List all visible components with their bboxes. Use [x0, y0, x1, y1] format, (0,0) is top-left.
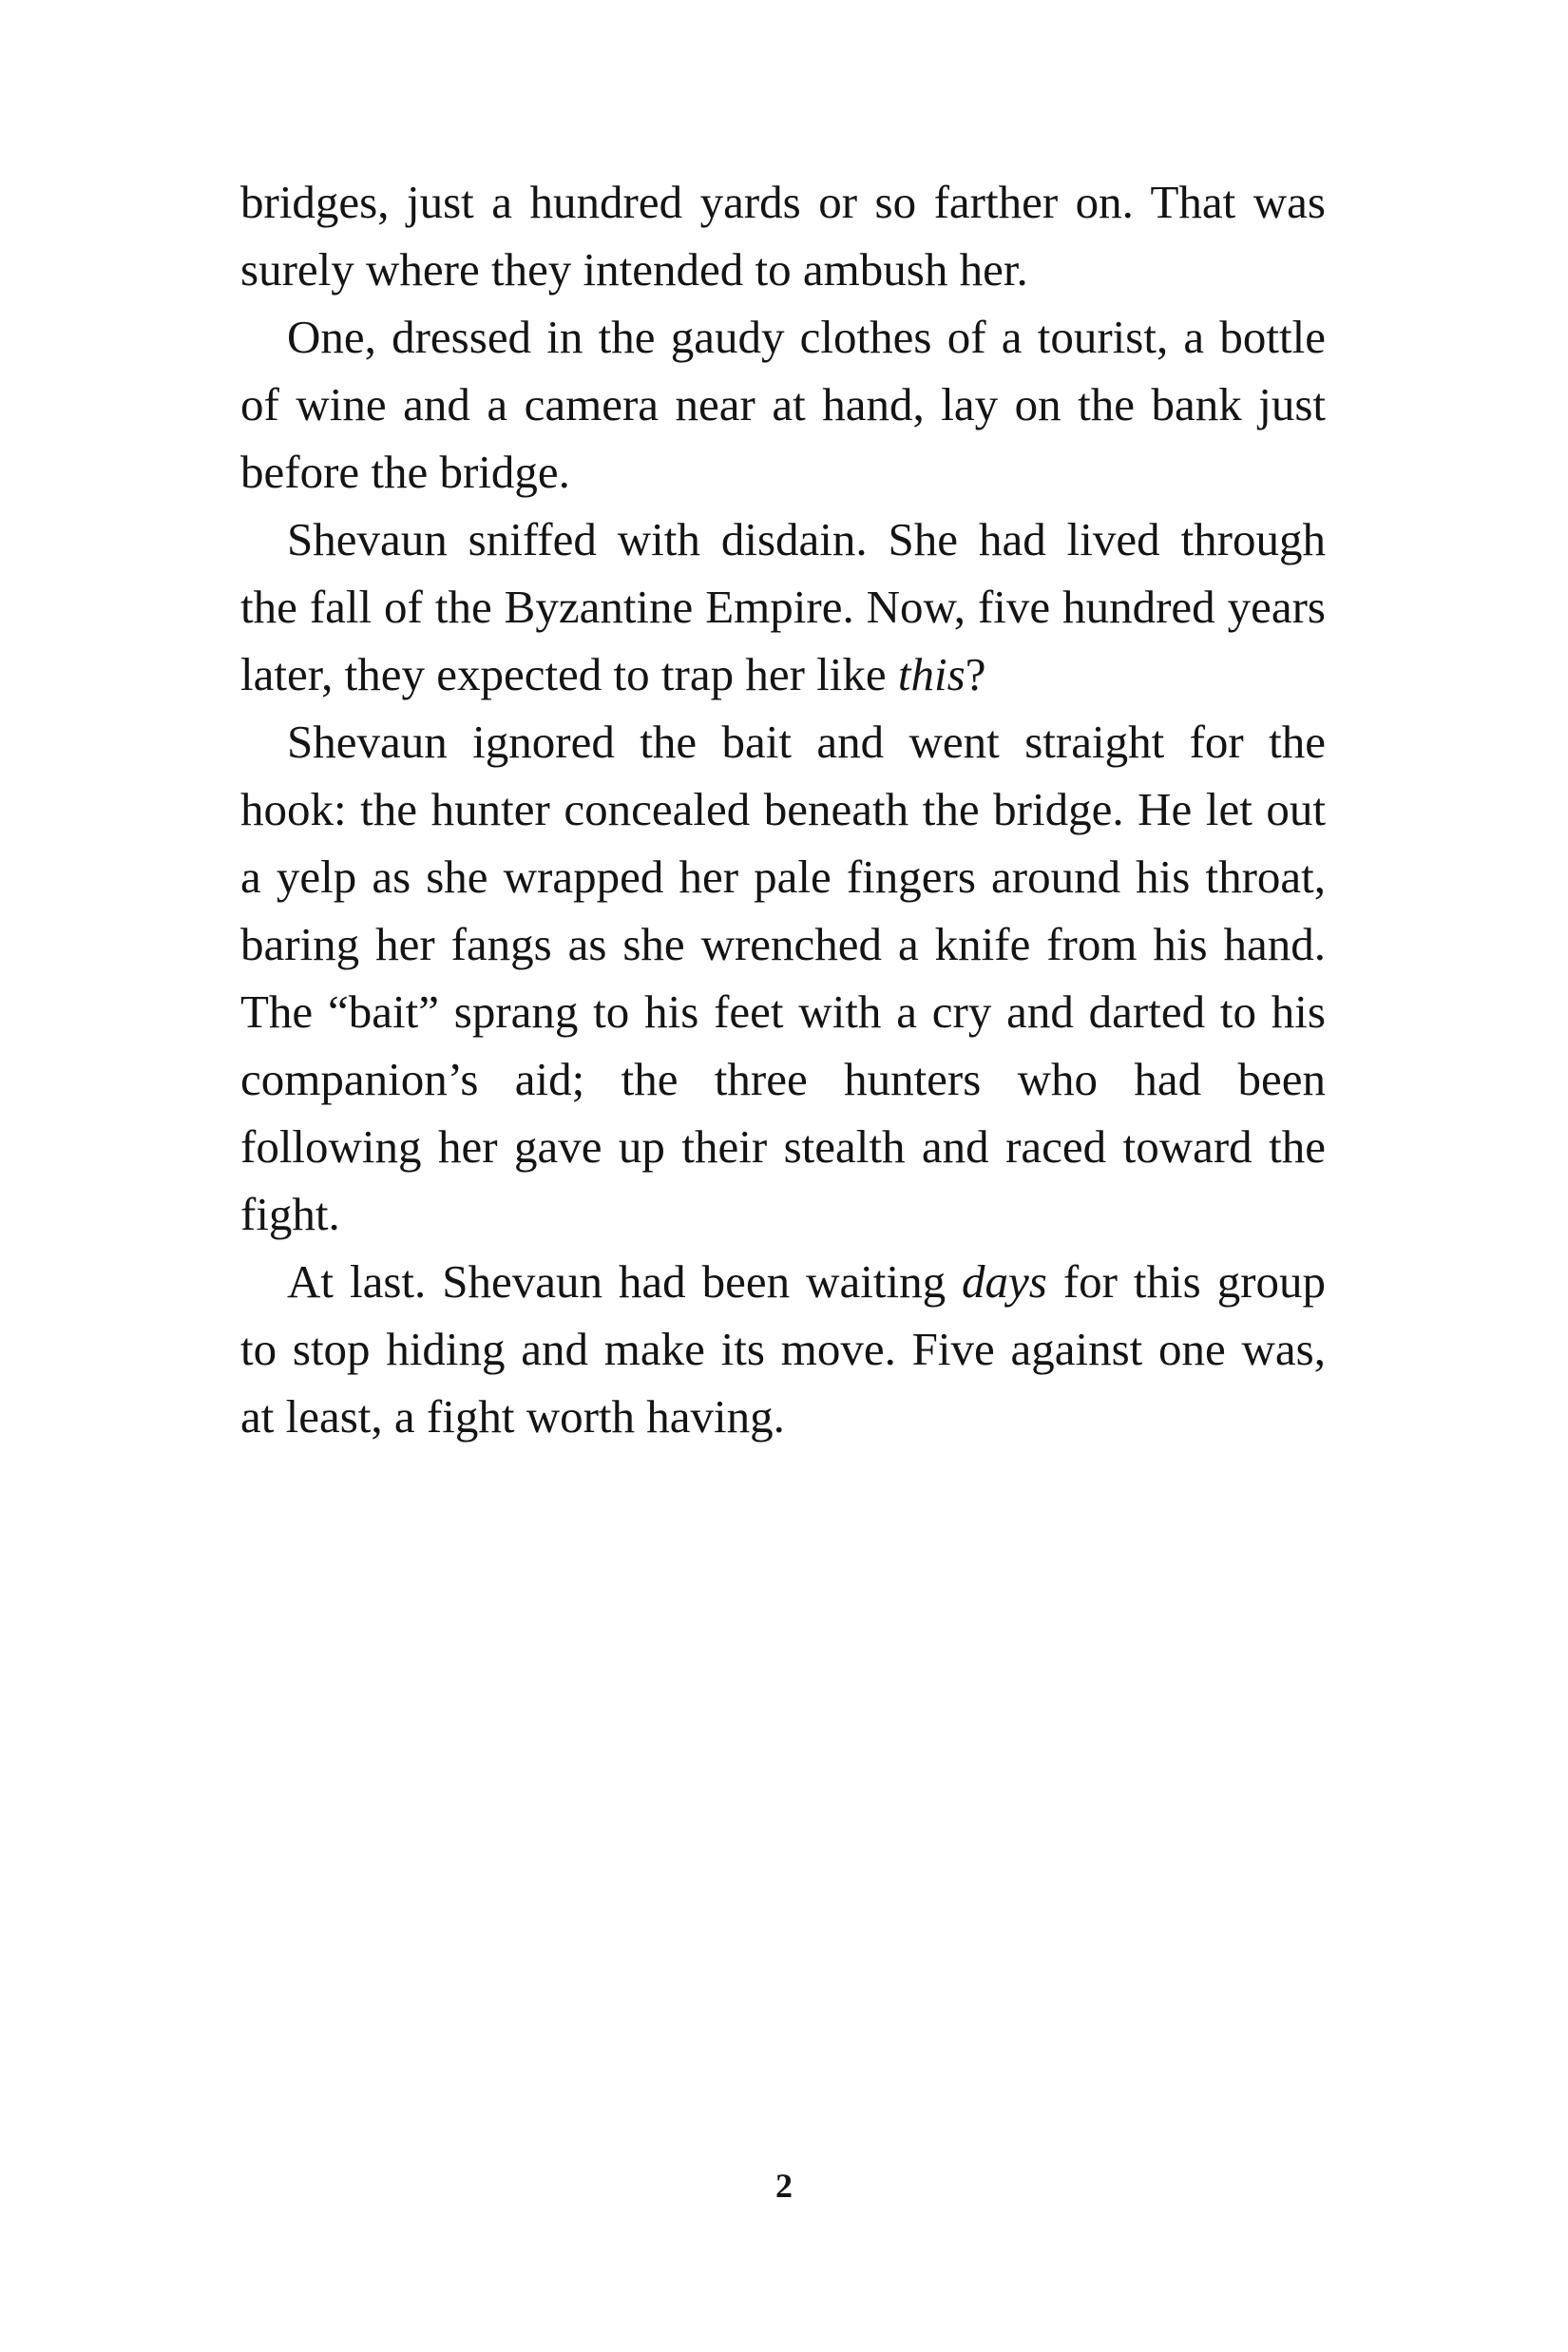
paragraph-5-text-after: for this group to stop hiding and make its move. Five against one was, at least, a fight worth having.	[240, 1255, 1327, 1443]
body-text	[240, 168, 1326, 1450]
paragraph-3	[240, 506, 1326, 708]
paragraph-5	[240, 1248, 1326, 1450]
paragraph-1: bridges, just a hundred yards or so farther on. That was surely where they intended to ambush her.	[240, 176, 1326, 296]
paragraph-3-text-after: ?	[965, 648, 986, 700]
paragraph-2: One, dressed in the gaudy clothes of a tourist, a bottle of wine and a camera near at hand, lay on the bank just before the bridge.	[240, 311, 1326, 498]
paragraph-5-emphasis: days	[962, 1255, 1047, 1308]
paragraph-3-text-before: Shevaun sniffed with disdain. She had lived through the fall of the Byzantine Empire. Now, five hundred years later, they expected to trap her like	[240, 513, 1326, 700]
paragraph-5-text-before: At last. Shevaun had been waiting	[287, 1255, 963, 1308]
paragraph-3-emphasis: this	[897, 648, 966, 700]
page-number: 2	[775, 2167, 793, 2205]
paragraph-4: Shevaun ignored the bait and went straight for the hook: the hunter concealed beneath the bridge. He let out a yelp as she wrapped her pale fingers around his throat, baring her fangs as she wrenched a knife from his hand. The “bait” sprang to his feet with a cry and darted to his companion’s aid; the three hunters who had been following her gave up their stealth and raced toward the fight.	[240, 716, 1326, 1240]
